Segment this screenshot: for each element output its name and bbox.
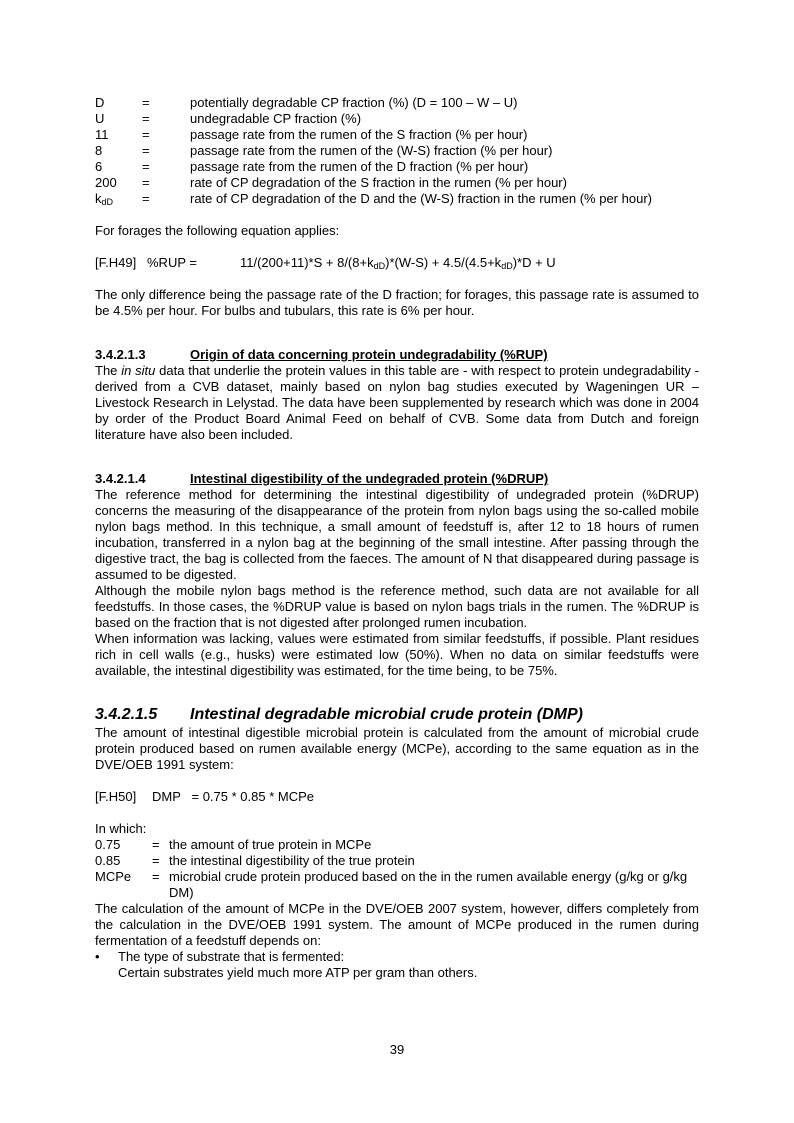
formula-label: [F.H50]: [95, 789, 137, 804]
definition-text: passage rate from the rumen of the S fraction (% per hour): [190, 127, 528, 142]
definition-row: [95, 159, 699, 175]
page-number: 39: [389, 1042, 405, 1057]
formula-h50: [95, 789, 699, 805]
definition-text: the intestinal digestibility of the true protein: [169, 853, 415, 868]
definition-symbol: MCPe: [95, 869, 132, 884]
definition-symbol: U: [95, 111, 105, 126]
in-which-label: In which:: [95, 821, 147, 836]
difference-paragraph: The only difference being the passage rate of the D fraction; for forages, this passage rate is assumed to be 4.5% per hour. For bulbs and tubulars, this rate is 6% per hour.: [95, 287, 699, 318]
paragraph: The calculation of the amount of MCPe in the DVE/OEB 2007 system, however, differs completely from the calculation in the DVE/OEB 1991 system. The amount of MCPe produced in the rumen during fermentation of a feedstuff depends on:: [95, 901, 699, 948]
section-heading: [95, 471, 699, 487]
definition-text: passage rate from the rumen of the D fraction (% per hour): [190, 159, 529, 174]
forages-intro: For forages the following equation applies:: [95, 223, 340, 238]
definition-text: undegradable CP fraction (%): [190, 111, 362, 126]
page-body: [95, 95, 699, 981]
paragraph: The reference method for determining the intestinal digestibility of undegraded protein (%DRUP) concerns the measuring of the disappearance of the protein from nylon bags using the so-called mobile nylon bags method. In this technique, a small amount of feedstuff is, after 12 to 18 hours of rumen incubation, transferred in a nylon bag at the beginning of the small intestine. After passing through the digestive tract, the bag is collected from the faeces. The amount of N that disappeared during passage is assumed to be digested.: [95, 487, 699, 582]
definition-row: [95, 143, 699, 159]
definition-symbol: 8: [95, 143, 103, 158]
bullet-head: The type of substrate that is fermented:: [118, 949, 345, 964]
definition-text: passage rate from the rumen of the (W-S) fraction (% per hour): [190, 143, 553, 158]
definition-text: potentially degradable CP fraction (%) (D = 100 – W – U): [190, 95, 518, 110]
definition-row: [95, 853, 699, 869]
definition-text: microbial crude protein produced based on the in the rumen available energy (g/kg or g/kg DM): [169, 869, 688, 900]
section-title: Intestinal degradable microbial crude protein (DMP): [190, 706, 583, 723]
definition-text: rate of CP degradation of the D and the (W-S) fraction in the rumen (% per hour): [190, 191, 652, 206]
definition-equals: =: [142, 143, 150, 158]
definition-equals: =: [142, 95, 150, 110]
definition-equals: =: [142, 191, 150, 206]
definition-symbol: 6: [95, 159, 103, 174]
formula-h49: [95, 255, 699, 271]
formula-rhs: $11/(200+11)*S + 8/(8+k_{dD})*(W-S) + 4.5/(4.5+k_{dD})*D + U$: [240, 255, 556, 271]
definition-equals: =: [142, 175, 150, 190]
paragraph: Although the mobile nylon bags method is the reference method, such data are not available for all feedstuffs. In those cases, the %DRUP value is based on nylon bags trials in the rumen. The %DRUP is based on the fraction that is not digested after prolonged rumen incubation.: [95, 583, 699, 630]
definition-row: [95, 175, 699, 191]
section-heading: [95, 347, 699, 363]
paragraph: The in situ data that underlie the protein values in this table are - with respect to protein undegradability - derived from a CVB dataset, mainly based on nylon bag studies executed by Wageningen UR – Livestock Research in Lelystad. The data have been supplemented by research which was done in 2004 by order of the Product Board Animal Feed on behalf of CVB. Some data from Dutch and foreign literature have also been included.: [95, 363, 700, 442]
definition-row: [95, 869, 699, 901]
paragraph: The amount of intestinal digestible microbial protein is calculated from the amount of microbial crude protein produced based on rumen available energy (MCPe), according to the same equation as in the DVE/OEB 1991 system:: [95, 725, 699, 772]
definition-row: [95, 95, 699, 111]
definition-text: the amount of true protein in MCPe: [169, 837, 372, 852]
section-title: Origin of data concerning protein undegradability (%RUP): [190, 347, 548, 362]
definition-list-top: [95, 95, 699, 207]
definition-symbol: 200: [95, 175, 117, 190]
definition-row: [95, 111, 699, 127]
definition-row: [95, 837, 699, 853]
definition-equals: =: [142, 111, 150, 126]
definition-row: [95, 127, 699, 143]
section-title: Intestinal digestibility of the undegraded protein (%DRUP): [190, 471, 549, 486]
definition-equals: =: [152, 837, 160, 852]
formula-body: DMP = 0.75 * 0.85 * MCPe: [152, 789, 314, 804]
definition-equals: =: [152, 869, 160, 884]
section-heading-major: [95, 705, 699, 725]
definition-row-kdd: [95, 191, 699, 207]
definition-symbol: 0.85: [95, 853, 121, 868]
bullet-body: Certain substrates yield much more ATP per gram than others.: [118, 965, 478, 980]
definition-symbol: 11: [95, 127, 109, 142]
definition-symbol: 0.75: [95, 837, 121, 852]
section-number: 3.4.2.1.5: [95, 706, 158, 723]
paragraph: When information was lacking, values were estimated from similar feedstuffs, if possible. Plant residues rich in cell walls (e.g., husks) were estimated low (50%). When no data on similar feedstuffs were available, the intestinal digestibility was estimated, for the time being, to be 75%.: [95, 631, 699, 678]
bullet-marker: •: [95, 949, 100, 964]
definition-equals: =: [152, 853, 160, 868]
definition-symbol: D: [95, 95, 105, 110]
formula-lhs: %RUP =: [147, 255, 197, 270]
section-number: 3.4.2.1.3: [95, 347, 146, 362]
formula-label: [F.H49]: [95, 255, 137, 270]
definition-equals: =: [142, 127, 150, 142]
definition-text: rate of CP degradation of the S fraction in the rumen (% per hour): [190, 175, 567, 190]
definition-equals: =: [142, 159, 150, 174]
section-number: 3.4.2.1.4: [95, 471, 146, 486]
definition-symbol: $k_{dD}$: [95, 191, 114, 207]
bullet-item: [95, 949, 699, 981]
